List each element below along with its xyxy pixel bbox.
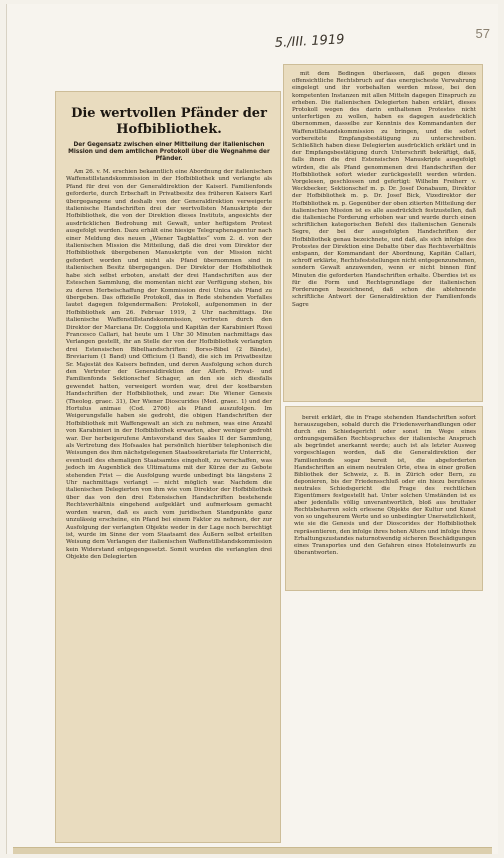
clipping-left-column xyxy=(55,91,281,843)
clipping-right-bottom xyxy=(285,406,483,591)
article-subhead: Der Gegensatz zwischen einer Mitteilung der italienischen Mission und dem amtlichen Protokoll über die Wegnahme der Pfänder. xyxy=(68,142,270,162)
handwritten-date: 5./III. 1919 xyxy=(274,32,345,51)
archive-sheet xyxy=(6,4,498,854)
clipping-right-top xyxy=(283,64,483,402)
article-body-right-top: mit dem Bedingen überlassen, daß gegen dieses offensichtliche Rechtsbruch auf das energischeste Verwahrung eingelegt und ihr vorbehalten werden müsse, bei den kompetenten Instanzen mit allen Mitteln dagegen Einspruch zu erheben. Die italienischen Delegierten haben erklärt, dieses Protokoll wegen des darin enthaltenen Protestes nicht unterfertigen zu wollen, haben es dagegen ausdrücklich übernommen, dasselbe zur Kenntnis des Kommandanten der Waffenstillstandskommission zu bringen, und die sofort vorbereitete Empfangsbestätigung zu unterschreiben. Schließlich haben diese Delegierten ausdrücklich erklärt und in der Empfangsbestätigung durch Unterschrift bekräftigt, daß, falls ihnen die drei Estensischen Manuskripte ausgefolgt würden, die als Pfand genommenen drei Handschriften der Hofbibliothek sofort wieder zurückgestellt werden würden. Vorgelesen, geschlossen und gefertigt: Wilhelm Freiherr v. Weckbecker, Sektionschef m. p. Dr. Josef Donabaum, Direktor der Hofbibliothek m. p. Dr. Josef Bick, Vizedirektor der Hofbibliothek m. p. Gegenüber der oben zitierten Mitteilung der italienischen Mission ist es alle ausdrücklich festzustellen, daß die italienische Forderung erhoben war und wurde durch einen schriftlichen kategorischen Befehl des italienischen Generals Segre, der bei der ausgefolgten Handschriften der Hofbibliothek genau bezeichnete, und daß, als sich infolge des Protestes der Direktion eine Debatte über das Rechtsverhältnis entspann, der Kommandant der Abordnung, Kapitän Callari, schroff erklärte, Rechtsfeststellungen nicht entgegenzunehmen, sondern Gewalt anzuwenden, wenn er nicht binnen fünf Minuten die geforderten Handschriften erhalte. Überdies ist es für die Form und Rechtsgrundlage der italienischen Forderungen bezeichnend, daß schon die ablehnende schriftliche Antwort der Generaldirektion der Familienfonds Sagre xyxy=(292,71,476,308)
page-number: 57 xyxy=(475,26,490,41)
bottom-edge xyxy=(13,847,492,854)
article-body-left: Am 26. v. M. erschien bekanntlich eine Abordnung der italienischen Waffenstillstandskommission in der Hofbibliothek und verlangte als Pfand für drei von der Generaldirektion der Kaiserl. Familienfonds geforderte, durch Erbschaft in Privatbesitz des früheren Kaisers Karl übergegangene und deshalb von der Generaldirektion verweigerte italienische Handschriften drei der wertvollsten Manuskripte der Hofbibliothek, die von der Direktion dieses Instituts, angesichts der ausdrücklichen Bedrohung mit Gewalt, unter heftigstem Protest ausgefolgt wurden. Dazu erhält eine hiesige Telegraphenagentur nach einer Meldung des neuen „Wiener Tagblattes“ vom 2. d. von der italienischen Mission die Mitteilung, daß die drei vom Direktor der Hofbibliothek übergebenen Manuskripte von der Mission nicht gefordert worden und nicht als Pfand übernommen sind in italienischen Besitz übergegangen. Der Direktor der Hofbibliothek habe sich selbst erboten, anstatt der drei Handschriften aus der Esteschen Sammlung, die momentan nicht zur Verfügung stehen, bis zu deren Herbeischaffung der Kommission drei Unica als Pfand zu übergeben. Das offizielle Protokoll, das in Rede stehenden Vorfalles lautet dagegen folgendermaßen: Protokoll, aufgenommen in der Hofbibliothek am 26. Februar 1919, 2 Uhr nachmittags. Die italienische Waffenstillstandskommission, vertreten durch den Direktor der Marciana Dr. Coggiola und Kapitän der Karabinieri Rossi Francesco Callari, hat heute um 1 Uhr 30 Minuten nachmittags das Verlangen gestellt, ihr an Stelle der von der Hofbibliothek verlangten drei Estensischen Bibelhandschriften: Borso-Bibel (2 Bände), Breviarium (1 Band) und Officium (1 Band), die sich im Privatbesitze Sr. Majestät des Kaisers befinden, und deren Ausfolgung schon durch den Vertreter der Generaldirektion der Allerh. Privat- und Familienfonds Sektionschef Schager, an den sie sich diesfalls gewendet hatten, verweigert worden war, drei der kostbarsten Handschriften der Hofbibliothek, und zwar: Die Wiener Genesis (Theolog. graec. 31), Der Wiener Dioscurides (Med. graec. 1) und der Hortulus animae (Cod. 2706) als Pfand auszufolgen. Im Weigerungsfalle haben sie gedroht, die obigen Handschriften der Hofbibliothek mit Waffengewalt an sich zu nehmen, was eine Anzahl von Karabinieri in der Hofbibliothek erwarten, aber weniger gedroht war. Der herbeigerufene Amtsvorstand des Saales II der Sammlung, als Vertretung des Hofsaales hat persönlich hierüber telephonisch die Weisungen des ihm nächstgelegenen Staatssekretariats für Unterricht, eventuell des ehemaligen Staatsamtes eingeholt, zu verschaffen, was jedoch im Augenblick des Ultimatums mit der Kürze der zu Gebote stehenden Frist — die Ausfolgung wurde unbedingt bis längstens 2 Uhr nachmittags verlangt — nicht möglich war. Nachdem die italienischen Delegierten von ihm wie vom Direktor der Hofbibliothek über das von den drei Estensischen Handschriften bestehende Rechtsverhältnis eingehend aufgeklärt und aufmerksam gemacht worden waren, daß es auch vom juridischen Standpunkte ganz unzulässig erscheine, ein Pfand bei einem Faktor zu nehmen, der zur Ausfolgung der verlangten Objekte weder in der Lage noch berechtigt ist, wurde im Sinne der vom Staatsamt des Äußern selbst erteilten Weisung dem Verlangen der italienischen Waffenstillstandskommission kein Widerstand entgegengesetzt. Somit wurden die verlangten drei Objekte den Delegierten xyxy=(66,169,272,561)
article-headline: Die wertvollen Pfänder der Hofbibliothek. xyxy=(71,106,267,137)
article-body-right-bottom: bereit erklärt, die in Frage stehenden Handschriften sofort herauszugeben, sobald durch die Friedensverhandlungen oder durch ein Schiedsgericht oder sonst im Wege eines ordnungsgemäßen Rechtsspruches der italienische Anspruch als begründet anerkannt werde; auch ist als letzter Ausweg vorgeschlagen worden, daß die Generaldirektion der Familienfonds sogar bereit ist, die abgeforderten Handschriften an einem neutralen Orte, etwa in einer großen Bibliothek der Schweiz, z. B. in Zürich oder Bern, zu deponieren, bis der Friedensschluß oder ein hiezu berufenes neutrales Schiedsgericht die Frage des rechtlichen Eigentümers festgestellt hat. Unter solchen Umständen ist es aber jedenfalls völlig unverantwortlich, bloß aus bruttaler Rechtsbeharren solch erlesene Objekte der Kultur und Kunst von so ungeheurem Werte und so unbedingter Unersetzlichkeit, wie sie die Genesis und der Dioscorides der Hofbibliothek repräsentieren, den infolge ihres hohen Alters und infolge ihres Erhaltungszustandes naturnotwendig sicheren Beschädigungen eines Transportes und den Gefahren eines Hoteleinwurfs zu überantworten. xyxy=(294,415,476,556)
